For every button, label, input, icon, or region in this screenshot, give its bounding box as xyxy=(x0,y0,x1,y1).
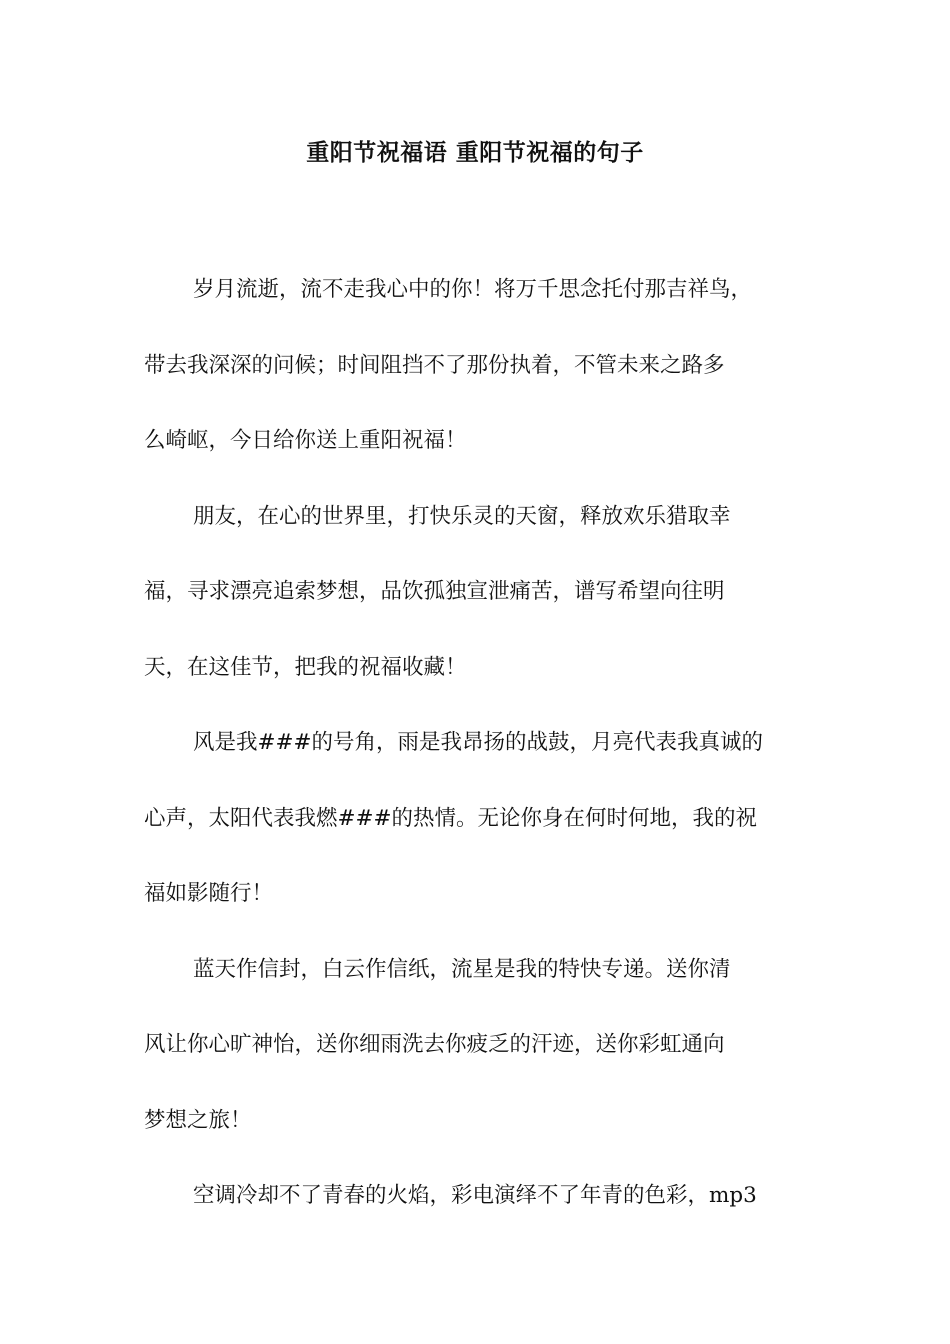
paragraph: 空调冷却不了青春的火焰，彩电演绎不了年青的色彩，mp3 xyxy=(193,1183,757,1208)
document-body xyxy=(144,252,808,1234)
paragraph: 蓝天作信封，白云作信纸，流星是我的特快专递。送你清 风让你心旷神怡，送你细雨洗去你疲乏的汗迹，送你彩虹通向 梦想之旅！ xyxy=(144,956,731,1133)
paragraph: 岁月流逝，流不走我心中的你！将万千思念托付那吉祥鸟， 带去我深深的问候；时间阻挡不了那份执着，不管未来之路多 么崎岖，今日给你送上重阳祝福！ xyxy=(144,277,753,453)
document-title: 重阳节祝福语 重阳节祝福的句子 xyxy=(306,139,644,166)
paragraph: 朋友，在心的世界里，打快乐灵的天窗，释放欢乐猎取幸 福，寻求漂亮追索梦想，品饮孤独宣泄痛苦，谱写希望向往明 天，在这佳节，把我的祝福收藏！ xyxy=(144,503,731,680)
paragraph: 风是我###的号角，雨是我昂扬的战鼓，月亮代表我真诚的 心声，太阳代表我燃###的热情。无论你身在何时何地，我的祝 福如影随行！ xyxy=(144,730,764,906)
